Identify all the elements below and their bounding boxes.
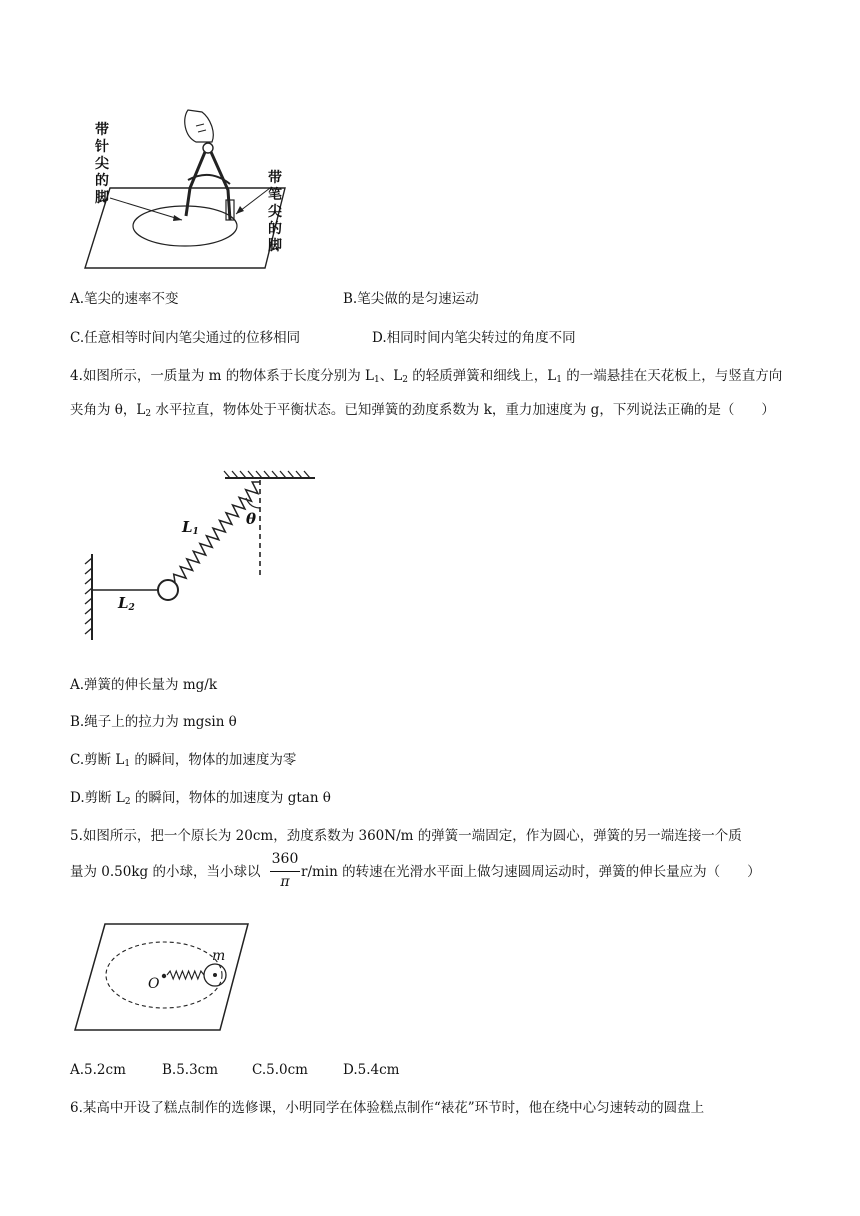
fig1-label-right: 带 笔 尖 的 脚 [268,170,282,254]
fig1-label-left: 带 针 尖 的 脚 [95,122,109,206]
q4-stem: 4.如图所示，一质量为 m 的物体系于长度分别为 $L_1$、$L_2$ 的轻质弹簧和细线上，$L_1$ 的一端悬挂在天花板上，与竖直方向夹角为 θ，$L_2$ 水平拉直，物体处于平衡状态。已知弹簧的劲度系数为 k，重力加速度为 g，下列说法正确的是（ ） [70,368,783,419]
fig2-label-l2: $L_2$ [118,594,135,613]
q5-fraction-bar [270,871,300,872]
q4-option-b: B.绳子上的拉力为 mgsin θ [70,714,237,730]
q4-option-c: C.剪断 $L_1$ 的瞬间，物体的加速度为零 [70,752,297,769]
q3-option-c: C.任意相等时间内笔尖通过的位移相同 [70,330,301,346]
q5-stem-line1: 5.如图所示，把一个原长为 20cm，劲度系数为 360N/m 的弹簧一端固定，作为圆心，弹簧的另一端连接一个质 [70,828,742,844]
fig3-label-o: O [148,976,160,992]
spring-figure [70,468,320,648]
q5-option-a: A.5.2cm [70,1062,126,1078]
q4-option-a: A.弹簧的伸长量为 mg/k [70,677,218,693]
q5-stem-line2b: r/min 的转速在光滑水平面上做匀速圆周运动时，弹簧的伸长量应为（ ） [301,864,761,880]
q6-stem-line1: 6.某高中开设了糕点制作的选修课，小明同学在体验糕点制作“裱花”环节时，他在绕中心匀速转动的圆盘上 [70,1100,705,1116]
fig2-label-l1: $L_1$ [182,518,199,537]
q4-option-d: D.剪断 $L_2$ 的瞬间，物体的加速度为 gtan θ [70,790,331,807]
q5-stem-line2a: 量为 0.50kg 的小球，当小球以 [70,864,261,880]
q5-fraction-numerator: 360 [271,851,299,867]
q5-option-b: B.5.3cm [162,1062,219,1078]
q5-option-d: D.5.4cm [343,1062,400,1078]
fig3-label-m: m [212,948,226,964]
q3-option-d: D.相同时间内笔尖转过的角度不同 [372,330,576,346]
q5-option-c: C.5.0cm [252,1062,308,1078]
circle-motion-figure [70,918,260,1036]
fig2-label-theta: θ [246,510,257,528]
q3-option-b: B.笔尖做的是匀速运动 [343,291,479,307]
q3-option-a: A.笔尖的速率不变 [70,291,179,307]
q5-fraction-denominator: π [280,874,290,890]
